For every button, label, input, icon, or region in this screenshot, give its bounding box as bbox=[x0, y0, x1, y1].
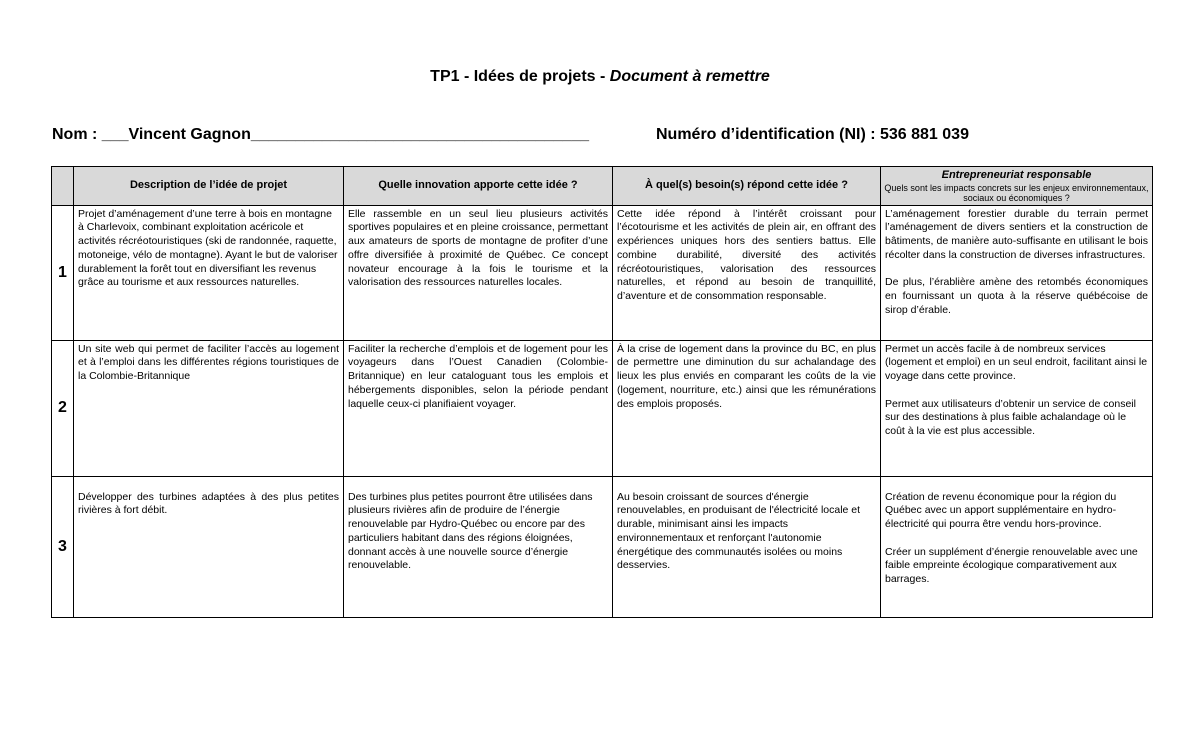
innovation-cell: Des turbines plus petites pourront être utilisées dans plusieurs rivières afin de produire de l’énergie renouvelable par Hydro-Québec ou encore par des particuliers habitant dans des régions éloignées, donnant accès à une nouvelle source d’énergie renouvelable. bbox=[344, 476, 613, 617]
impact-cell bbox=[881, 205, 1153, 340]
description-cell: Projet d’aménagement d’une terre à bois en montagne à Charlevoix, combinant exploitation acéricole et activités récréotouristiques (ski de randonnée, raquette, motoneige, vélo de montagne). Ayant le but de valoriser durablement la forêt tout en diversifiant les revenus grâce au tourisme et aux ressources naturelles. bbox=[74, 205, 344, 340]
title-italic: Document à remettre bbox=[609, 68, 770, 85]
header-description: Description de l’idée de projet bbox=[74, 167, 344, 206]
impact-cell bbox=[881, 476, 1153, 617]
header-besoin: À quel(s) besoin(s) répond cette idée ? bbox=[613, 167, 881, 206]
row-number: 3 bbox=[52, 476, 74, 617]
description-cell: Développer des turbines adaptées à des plus petites rivières à fort débit. bbox=[74, 476, 344, 617]
header-row bbox=[52, 167, 1153, 206]
table-row bbox=[52, 340, 1153, 476]
besoin-cell: À la crise de logement dans la province du BC, en plus de permettre une diminution du sur achalandage des lieux les plus enviés en comparant les coûts de la vie (logement, nourriture, etc.) ainsi que les rémunérations des emplois proposés. bbox=[613, 340, 881, 476]
innovation-cell: Elle rassemble en un seul lieu plusieurs activités sportives populaires et en pleine croissance, permettant aux amateurs de sports de montagne de profiter d’une offre diversifiée à proximité de Québec. Ce concept novateur encourage à la fois le tourisme et la valorisation des ressources naturelles locales. bbox=[344, 205, 613, 340]
impact-cell bbox=[881, 340, 1153, 476]
besoin-cell: Au besoin croissant de sources d'énergie renouvelables, en produisant de l'électricité locale et durable, minimisant ainsi les impacts environnementaux et renforçant l'autonomie énergétique des communautés isolées ou moins desservies. bbox=[613, 476, 881, 617]
row-number: 1 bbox=[52, 205, 74, 340]
id-number-field: Numéro d’identification (NI) : 536 881 039 bbox=[656, 126, 969, 143]
header-entrepreneuriat bbox=[881, 167, 1153, 206]
header-entrepreneuriat-subtitle: Quels sont les impacts concrets sur les enjeux environnementaux, sociaux ou économiques ? bbox=[884, 182, 1149, 203]
impact-paragraph-1: Création de revenu économique pour la région du Québec avec un apport supplémentaire en hydro-électricité qui pourra être vendu hors-province. bbox=[885, 490, 1117, 531]
name-field: Nom : ___Vincent Gagnon______________________________________ bbox=[52, 126, 589, 143]
description-cell: Un site web qui permet de faciliter l’accès au logement et à l’emploi dans les différentes régions touristiques de la Colombie-Britannique bbox=[74, 340, 344, 476]
header-entrepreneuriat-title: Entrepreneuriat responsable bbox=[941, 169, 1092, 181]
table-row bbox=[52, 476, 1153, 617]
title-main: TP1 - Idées de projets - bbox=[430, 68, 610, 85]
impact-paragraph-2: De plus, l’érablière amène des retombés économiques en fournissant un quota à la réserve québécoise de sirop d’érable. bbox=[885, 276, 1148, 316]
impact-paragraph-2: Créer un supplément d’énergie renouvelable avec une faible empreinte écologique comparativement aux barrages. bbox=[885, 545, 1138, 585]
impact-paragraph-1: Permet un accès facile à de nombreux services (logement et emploi) en un seul endroit, facilitant ainsi le voyage dans cette province. bbox=[885, 342, 1148, 383]
impact-paragraph-2: Permet aux utilisateurs d’obtenir un service de conseil sur des destinations à plus faible achalandage où le coût à la vie est plus accessible. bbox=[885, 397, 1136, 437]
innovation-cell: Faciliter la recherche d’emplois et de logement pour les voyageurs dans l’Ouest Canadien (Colombie-Britannique) en leur cataloguant tous les emplois et hébergements disponibles, selon la période pendant laquelle ceux-ci planifiaient voyager. bbox=[344, 340, 613, 476]
besoin-cell: Cette idée répond à l’intérêt croissant pour l’écotourisme et les activités de plein air, en offrant des expériences uniques hors des sentiers battus. Elle combine durabilité, diversité des activités récréotouristiques, valorisation des ressources naturelles, et répond au besoin de tranquillité, d’aventure et de consommation responsable. bbox=[613, 205, 881, 340]
table-row bbox=[52, 205, 1153, 340]
document-title bbox=[0, 68, 1200, 86]
impact-paragraph-1: L’aménagement forestier durable du terrain permet l’aménagement de divers sentiers et la construction de bâtiments, de manière auto-suffisante en utilisant le bois récolter dans la construction de diverses infrastructures. bbox=[885, 207, 1148, 261]
header-corner bbox=[52, 167, 74, 206]
header-innovation: Quelle innovation apporte cette idée ? bbox=[344, 167, 613, 206]
row-number: 2 bbox=[52, 340, 74, 476]
project-ideas-table bbox=[51, 166, 1153, 618]
